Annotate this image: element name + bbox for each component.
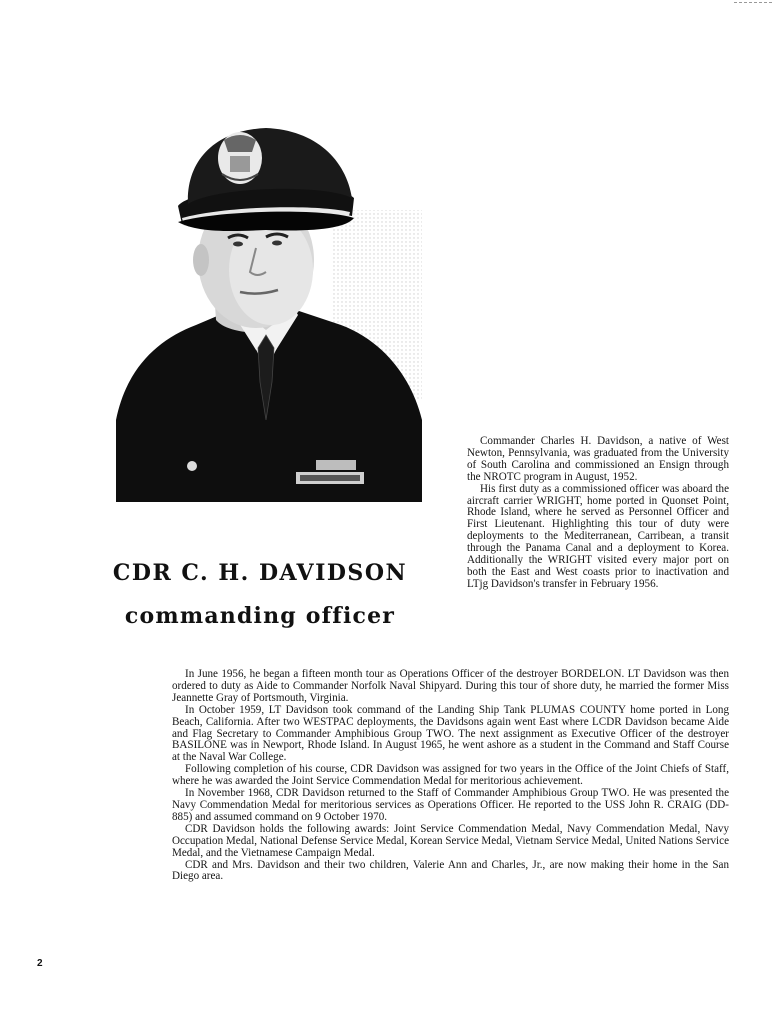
biography-paragraph: His first duty as a commissioned officer was aboard the aircraft carrier WRIGHT, home ported in Quonset Point, Rhode Island, where he served as Personnel Officer and First Lieutenant. Highlighting this tour of duty were deployments to the Mediterranean, Carribean, a transit through the Panama Canal and a deployment to Korea. Additionally the WRIGHT visited every major port on both the East and West coasts prior to inactivation and LTjg Davidson's transfer in February 1956.: [467, 482, 729, 590]
portrait-photo: [116, 120, 422, 502]
biography-paragraph: Commander Charles H. Davidson, a native of West Newton, Pennsylvania, was graduated from the University of South Carolina and commissioned an Ensign through the NROTC program in August, 1952.: [467, 435, 729, 483]
biography-body: [172, 669, 729, 883]
biography-paragraph: Following completion of his course, CDR Davidson was assigned for two years in the Office of the Joint Chiefs of Staff, where he was awarded the Joint Service Commendation Medal for meritorious achievement.: [172, 763, 729, 788]
biography-column: [467, 436, 729, 591]
officer-name-heading: CDR C. H. DAVIDSON: [112, 560, 408, 586]
portrait-illustration: [116, 120, 422, 502]
biography-paragraph: In November 1968, CDR Davidson returned to the Staff of Commander Amphibious Group TWO. He was presented the Navy Commendation Medal for meritorious services as Operations Officer. He reported to the USS John R. CRAIG (DD-885) and assumed command on 9 October 1970.: [172, 787, 729, 823]
officer-title-heading: commanding officer: [124, 603, 396, 629]
scan-corner-mark: [734, 2, 772, 5]
biography-paragraph: CDR Davidson holds the following awards: Joint Service Commendation Medal, Navy Commendation Medal, Navy Occupation Medal, National Defense Service Medal, Korean Service Medal, Vietnam Service Medal, United Nations Service Medal, and the Vietnamese Campaign Medal.: [172, 822, 729, 859]
page-number: 2: [37, 958, 43, 969]
biography-paragraph: CDR and Mrs. Davidson and their two children, Valerie Ann and Charles, Jr., are now making their home in the San Diego area.: [172, 858, 729, 883]
biography-paragraph: In October 1959, LT Davidson took command of the Landing Ship Tank PLUMAS COUNTY home ported in Long Beach, California. After two WESTPAC deployments, the Davidsons again went East where LCDR Davidson became Aide and Flag Secretary to Commander Amphibious Group TWO. The next assignment as Executive Officer of the destroyer BASILONE was in Newport, Rhode Island. In August 1965, he went ashore as a student in the Command and Staff Course at the Naval War College.: [172, 703, 729, 764]
biography-paragraph: In June 1956, he began a fifteen month tour as Operations Officer of the destroyer BORDELON. LT Davidson was then ordered to duty as Aide to Commander Norfolk Naval Shipyard. During this tour of shore duty, he married the former Miss Jeannette Gray of Portsmouth, Virginia.: [172, 668, 729, 704]
